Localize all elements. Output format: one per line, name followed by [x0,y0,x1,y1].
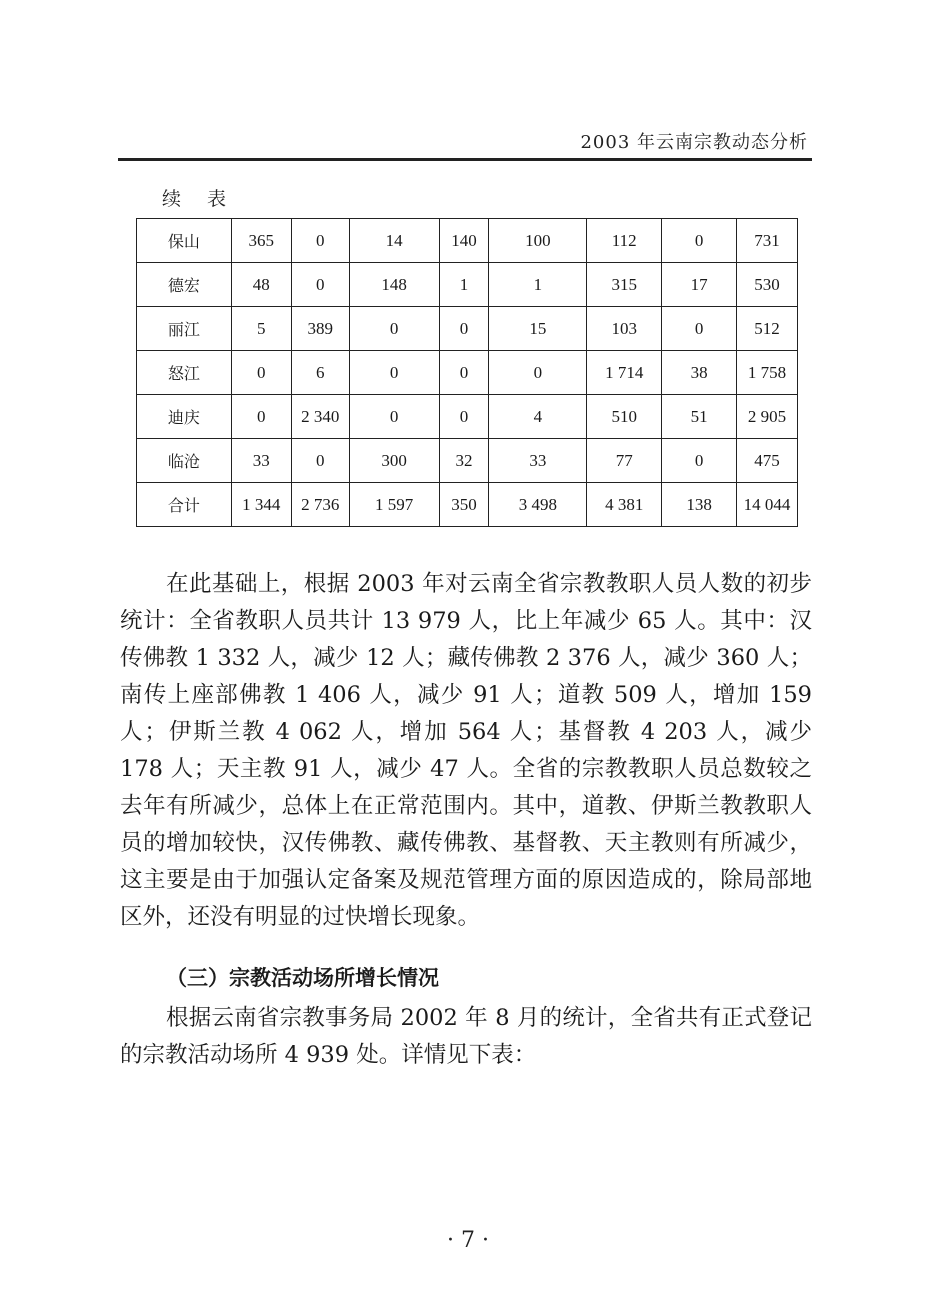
table-cell: 6 [291,351,349,395]
table-row [137,307,798,351]
table-cell: 33 [231,439,291,483]
table-cell: 315 [587,263,662,307]
table-cell: 148 [349,263,439,307]
table-cell: 0 [489,351,587,395]
region-cell: 怒江 [137,351,232,395]
table-cell: 0 [439,307,489,351]
table-cell: 2 736 [291,483,349,527]
table-cell: 475 [737,439,798,483]
table-cell: 0 [291,439,349,483]
table-row [137,483,798,527]
table-row [137,439,798,483]
table-cell: 350 [439,483,489,527]
table-cell: 17 [662,263,737,307]
header-divider [118,158,812,161]
table-cell: 0 [349,395,439,439]
region-cell: 德宏 [137,263,232,307]
table-cell: 389 [291,307,349,351]
table-cell: 0 [291,263,349,307]
table-cell: 15 [489,307,587,351]
table-cell: 3 498 [489,483,587,527]
table-cell: 1 758 [737,351,798,395]
table-cell: 0 [349,307,439,351]
table-cell: 38 [662,351,737,395]
table-cell: 0 [662,439,737,483]
table-cell: 0 [231,395,291,439]
table-cell: 51 [662,395,737,439]
region-cell: 迪庆 [137,395,232,439]
table-cell: 138 [662,483,737,527]
table-cell: 32 [439,439,489,483]
table-cell: 4 [489,395,587,439]
section-heading: （三）宗教活动场所增长情况 [166,966,439,990]
region-cell: 合计 [137,483,232,527]
table-cell: 365 [231,219,291,263]
table-row [137,351,798,395]
body-paragraph-venue-statistics: 根据云南省宗教事务局 2002 年 8 月的统计，全省共有正式登记的宗教活动场所 4 939 处。详情见下表： [120,1005,812,1068]
table-cell: 0 [662,307,737,351]
table-cell: 0 [439,351,489,395]
table-body [137,219,798,527]
table-cell: 1 [489,263,587,307]
table-cell: 1 344 [231,483,291,527]
table-cell: 1 597 [349,483,439,527]
table-row [137,263,798,307]
table-row [137,219,798,263]
table-cell: 300 [349,439,439,483]
region-cell: 临沧 [137,439,232,483]
table-cell: 530 [737,263,798,307]
table-cell: 0 [662,219,737,263]
page-number: · 7 · [447,1228,489,1253]
table-cell: 731 [737,219,798,263]
table-cell: 5 [231,307,291,351]
table-cell: 1 [439,263,489,307]
statistics-table [136,218,798,527]
running-header-title: 2003 年云南宗教动态分析 [580,132,808,153]
region-cell: 丽江 [137,307,232,351]
table-cell: 0 [439,395,489,439]
table-cell: 33 [489,439,587,483]
table-cell: 103 [587,307,662,351]
table-cell: 512 [737,307,798,351]
region-cell: 保山 [137,219,232,263]
table-cell: 140 [439,219,489,263]
table-cell: 112 [587,219,662,263]
table-row [137,395,798,439]
table-cell: 14 044 [737,483,798,527]
table-cell: 1 714 [587,351,662,395]
table-cell: 0 [349,351,439,395]
table-cell: 2 905 [737,395,798,439]
table-cell: 14 [349,219,439,263]
table-cell: 0 [291,219,349,263]
table-cell: 77 [587,439,662,483]
table-cell: 2 340 [291,395,349,439]
table-cell: 510 [587,395,662,439]
body-paragraph-clergy-statistics: 在此基础上，根据 2003 年对云南全省宗教教职人员人数的初步统计：全省教职人员共计 13 979 人，比上年减少 65 人。其中：汉传佛教 1 332 人，减少 12 人；藏传佛教 2 376 人，减少 360 人；南传上座部佛教 1 406 人，减少 91 人；道教 509 人，增加 159 人；伊斯兰教 4 062 人，增加 564 人；基督教 4 203 人，减少 178 人；天主教 91 人，减少 47 人。全省的宗教教职人员总数较之去年有所减少，总体上在正常范围内。其中，道教、伊斯兰教教职人员的增加较快，汉传佛教、藏传佛教、基督教、天主教则有所减少，这主要是由于加强认定备案及规范管理方面的原因造成的，除局部地区外，还没有明显的过快增长现象。 [120,571,812,930]
table-cell: 0 [231,351,291,395]
table-cell: 100 [489,219,587,263]
table-cell: 48 [231,263,291,307]
table-continued-label: 续 表 [162,188,237,210]
table-cell: 4 381 [587,483,662,527]
